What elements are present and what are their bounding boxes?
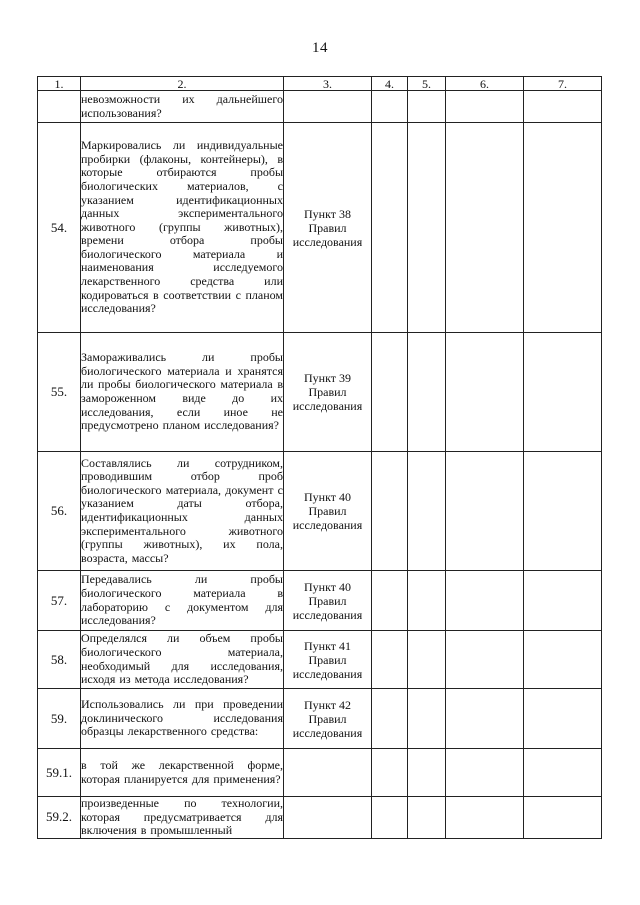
- cell-col4[interactable]: [372, 123, 408, 333]
- cell-col4[interactable]: [372, 571, 408, 631]
- row-question: Замораживались ли пробы биологического материала и хранятся ли пробы биологического материала в замороженном виде до их исследования, если иное не предусмотрено планом исследования?: [81, 333, 284, 452]
- cell-col7[interactable]: [524, 91, 602, 123]
- header-row: [38, 77, 602, 91]
- cell-col6[interactable]: [446, 749, 524, 797]
- row-question: в той же лекарственной форме, которая планируется для применения?: [81, 749, 284, 797]
- table-row: [38, 631, 602, 689]
- cell-col6[interactable]: [446, 797, 524, 839]
- column-header-6: 6.: [446, 77, 524, 91]
- row-question: Маркировались ли индивидуальные пробирки (флаконы, контейнеры), в которые отбираются пробы биологических материалов, с указанием идентификационных данных экспериментального животного (группы животных), времени отбора пробы биологического материала и наименования исследуемого лекарственного средства или кодироваться в соответствии с планом исследования?: [81, 123, 284, 333]
- cell-col6[interactable]: [446, 333, 524, 452]
- page-number: 14: [312, 40, 328, 56]
- row-number: 58.: [38, 631, 81, 689]
- cell-col6[interactable]: [446, 571, 524, 631]
- cell-col7[interactable]: [524, 631, 602, 689]
- table-row: [38, 123, 602, 333]
- row-number: 55.: [38, 333, 81, 452]
- column-header-2: 2.: [81, 77, 284, 91]
- row-reference: Пункт 38 Правил исследования: [284, 123, 372, 333]
- cell-col5[interactable]: [408, 571, 446, 631]
- row-question: произведенные по технологии, которая предусматривается для включения в промышленный: [81, 796, 283, 838]
- cell-col4[interactable]: [372, 333, 408, 452]
- cell-col4[interactable]: [372, 631, 408, 689]
- cell-col7[interactable]: [524, 571, 602, 631]
- column-header-5: 5.: [408, 77, 446, 91]
- column-header-3: 3.: [284, 77, 372, 91]
- row-number: 56.: [38, 452, 81, 571]
- row-question: Определялся ли объем пробы биологического материала, необходимый для исследования, исходя из метода исследования?: [81, 631, 284, 689]
- row-question: Составлялись ли сотрудником, проводившим отбор проб биологического материала, документ с указанием даты отбора, идентификационных данных экспериментального животного (группы животных), их пола, возраста, массы?: [81, 452, 284, 571]
- cell-col5[interactable]: [408, 452, 446, 571]
- row-reference: [284, 91, 372, 123]
- cell-col7[interactable]: [524, 749, 602, 797]
- table-row: [38, 91, 602, 123]
- row-number: 59.1.: [38, 749, 81, 797]
- table-row: [38, 571, 602, 631]
- row-number: 54.: [38, 123, 81, 333]
- cell-col7[interactable]: [524, 333, 602, 452]
- cell-col6[interactable]: [446, 91, 524, 123]
- cell-col7[interactable]: [524, 452, 602, 571]
- row-reference: Пункт 40 Правил исследования: [284, 452, 372, 571]
- row-question: невозможности их дальнейшего использования?: [81, 91, 284, 123]
- cell-col4[interactable]: [372, 91, 408, 123]
- row-reference: Пункт 42 Правил исследования: [284, 689, 372, 749]
- row-question: Использовались ли при проведении доклинического исследования образцы лекарственного средства:: [81, 689, 284, 749]
- row-question: Передавались ли пробы биологического материала в лабораторию с документом для исследования?: [81, 571, 284, 631]
- table-row: [38, 689, 602, 749]
- row-reference: Пункт 40 Правил исследования: [284, 571, 372, 631]
- table-row: [38, 797, 602, 839]
- checklist-table: [37, 76, 602, 839]
- column-header-4: 4.: [372, 77, 408, 91]
- table-row: [38, 452, 602, 571]
- cell-col4[interactable]: [372, 689, 408, 749]
- cell-col5[interactable]: [408, 333, 446, 452]
- cell-col6[interactable]: [446, 631, 524, 689]
- column-header-7: 7.: [524, 77, 602, 91]
- row-number: 59.: [38, 689, 81, 749]
- cell-col5[interactable]: [408, 797, 446, 839]
- row-reference: Пункт 39 Правил исследования: [284, 333, 372, 452]
- cell-col6[interactable]: [446, 452, 524, 571]
- cell-col6[interactable]: [446, 689, 524, 749]
- row-reference: [284, 797, 372, 839]
- cell-col5[interactable]: [408, 749, 446, 797]
- row-number: 59.2.: [38, 797, 81, 839]
- row-reference: [284, 749, 372, 797]
- cell-col7[interactable]: [524, 689, 602, 749]
- column-header-1: 1.: [38, 77, 81, 91]
- table-row: [38, 749, 602, 797]
- row-number: [38, 91, 81, 123]
- row-reference: Пункт 41 Правил исследования: [284, 631, 372, 689]
- cell-col4[interactable]: [372, 452, 408, 571]
- cell-col5[interactable]: [408, 689, 446, 749]
- cell-col4[interactable]: [372, 749, 408, 797]
- cell-col5[interactable]: [408, 123, 446, 333]
- cell-col5[interactable]: [408, 631, 446, 689]
- cell-col6[interactable]: [446, 123, 524, 333]
- row-number: 57.: [38, 571, 81, 631]
- cell-col5[interactable]: [408, 91, 446, 123]
- cell-col7[interactable]: [524, 797, 602, 839]
- cell-col4[interactable]: [372, 797, 408, 839]
- cell-col7[interactable]: [524, 123, 602, 333]
- table-row: [38, 333, 602, 452]
